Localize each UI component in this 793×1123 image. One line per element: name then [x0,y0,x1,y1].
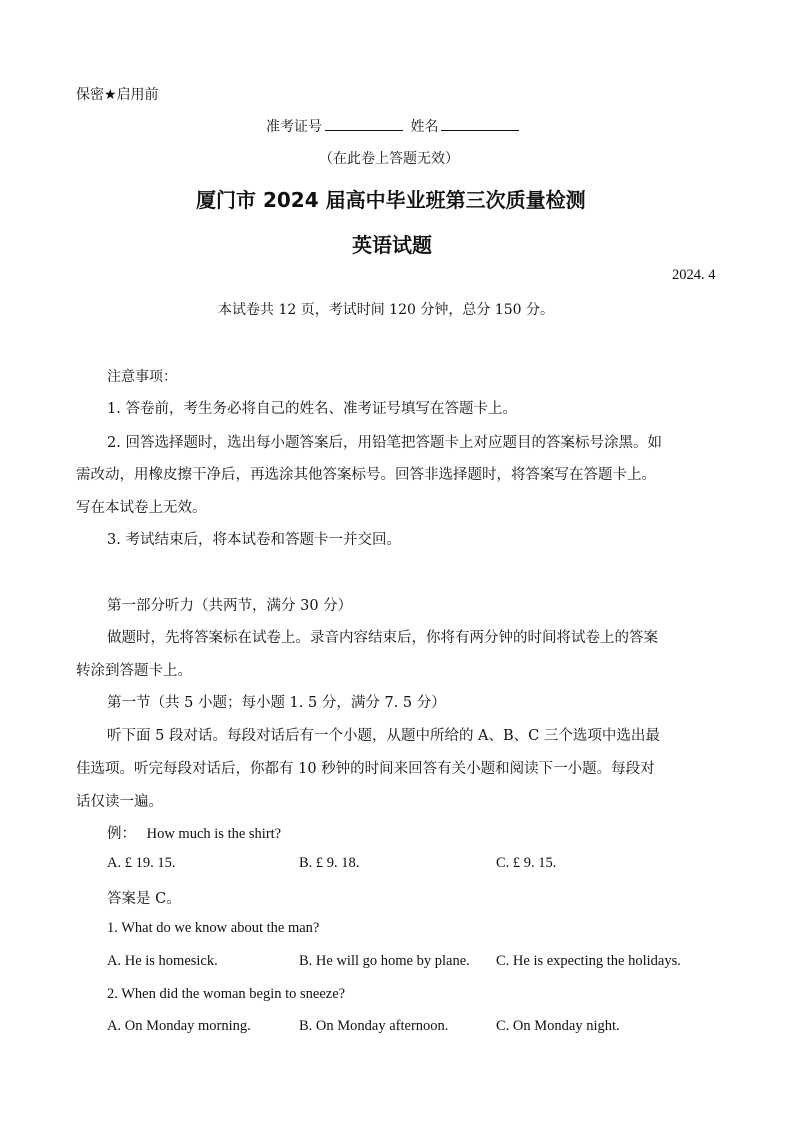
note-item-2-line-3: 写在本试卷上无效。 [76,500,207,516]
example-answer: 答案是 C。 [107,891,181,907]
question-2-option-b: B. On Monday afternoon. [299,1018,449,1034]
exam-id-label: 准考证号 [266,119,322,135]
example-option-a: A. £ 19. 15. [107,855,176,871]
exam-info: 本试卷共 12 页，考试时间 120 分钟，总分 150 分。 [218,302,554,318]
note-item-2-line-1: 2. 回答选择题时，选出每小题答案后，用铅笔把答题卡上对应题目的答案标号涂黑。如 [107,435,662,451]
part1-instruction-line-2: 转涂到答题卡上。 [76,663,192,679]
note-item-1: 1. 答卷前，考生务必将自己的姓名、准考证号填写在答题卡上。 [107,401,517,417]
question-2-option-c: C. On Monday night. [496,1018,620,1034]
confidential-mark [76,84,159,104]
part1-heading: 第一部分听力（共两节，满分 30 分） [107,598,353,614]
example-line [107,822,281,843]
question-2-option-a: A. On Monday morning. [107,1018,251,1034]
section1-heading: 第一节（共 5 小题；每小题 1. 5 分，满分 7. 5 分） [107,695,446,711]
invalid-note: （在此卷上答题无效） [319,151,459,167]
example-option-b: B. £ 9. 18. [299,855,360,871]
section1-line-2: 佳选项。听完每段对话后，你都有 10 秒钟的时间来回答有关小题和阅读下一小题。每段对 [76,761,655,777]
example-question: How much is the shirt? [146,826,282,842]
question-1-option-b: B. He will go home by plane. [299,953,470,969]
note-item-2-line-2: 需改动，用橡皮擦干净后，再选涂其他答案标号。回答非选择题时，将答案写在答题卡上。 [76,467,656,483]
exam-id-blank [325,116,403,131]
question-1: 1. What do we know about the man? [107,920,320,936]
section1-line-1: 听下面 5 段对话。每段对话后有一个小题，从题中所给的 A、B、C 三个选项中选出最 [107,728,660,744]
section1-line-3: 话仅读一遍。 [76,794,163,810]
note-item-3: 3. 考试结束后，将本试卷和答题卡一并交回。 [107,532,401,548]
star-icon: ★ [104,87,117,103]
question-1-option-a: A. He is homesick. [107,953,218,969]
question-2: 2. When did the woman begin to sneeze? [107,986,346,1002]
confidential-prefix: 保密 [76,87,104,103]
name-blank [441,116,519,131]
question-1-option-c: C. He is expecting the holidays. [496,953,681,969]
subject-title: 英语试题 [352,233,432,257]
exam-title: 厦门市 2024 届高中毕业班第三次质量检测 [196,188,586,212]
name-label: 姓名 [410,119,439,135]
part1-instruction-line-1: 做题时，先将答案标在试卷上。录音内容结束后，你将有两分钟的时间将试卷上的答案 [107,630,658,646]
example-option-c: C. £ 9. 15. [496,855,557,871]
exam-date: 2024. 4 [672,267,716,283]
confidential-suffix: 启用前 [116,87,159,103]
example-label: 例： [107,826,136,842]
notes-heading: 注意事项： [107,369,177,385]
exam-id-name-line [266,116,522,136]
